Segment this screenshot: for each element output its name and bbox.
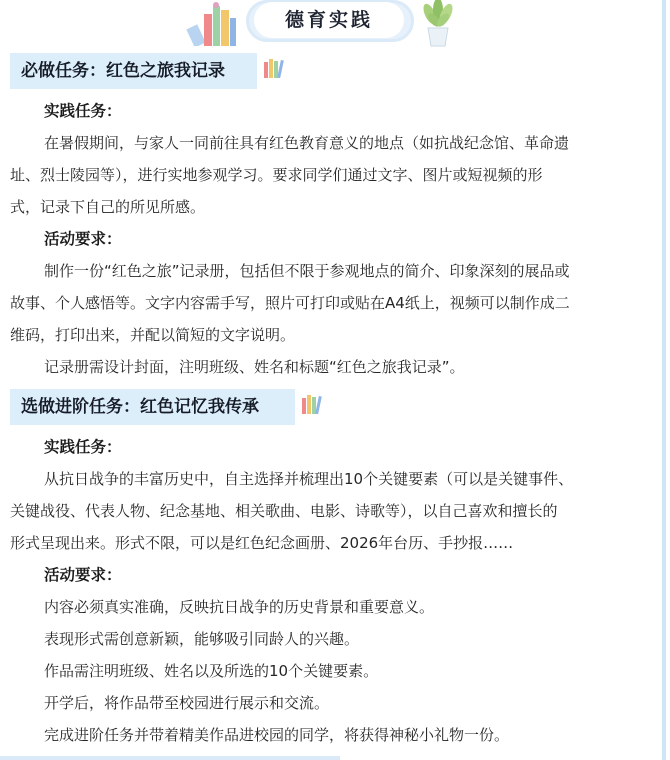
text-line: 从抗日战争的丰富历史中，自主选择并梳理出10个关键要素（可以是关键事件、 — [44, 470, 574, 488]
text-line: 在暑假期间，与家人一同前往具有红色教育意义的地点（如抗战纪念馆、革命遗 — [44, 134, 570, 152]
text-line: 址、烈士陵园等），进行实地参观学习。要求同学们通过文字、图片或短视频的形 — [10, 166, 543, 184]
text-line: 完成进阶任务并带着精美作品进校园的同学，将获得神秘小礼物一份。 — [44, 726, 510, 744]
text-line: 式，记录下自己的所见所感。 — [10, 198, 206, 216]
text-line: 制作一份“红色之旅”记录册，包括但不限于参观地点的简介、印象深刻的展品或 — [44, 262, 570, 280]
right-border — [662, 0, 666, 760]
text-line: 开学后，将作品带至校园进行展示和交流。 — [44, 694, 330, 712]
text-line: 关键战役、代表人物、纪念基地、相关歌曲、电影、诗歌等），以自己喜欢和擅长的 — [10, 502, 558, 520]
section-heading: 选做进阶任务：红色记忆我传承 — [10, 389, 295, 425]
text-line: 记录册需设计封面，注明班级、姓名和标题“红色之旅我记录”。 — [44, 358, 465, 376]
bottom-divider — [0, 756, 340, 760]
books-icon — [263, 58, 287, 78]
text-line: 内容必须真实准确，反映抗日战争的历史背景和重要意义。 — [44, 598, 435, 616]
books-icon — [301, 394, 325, 414]
subhead-practice: 实践任务： — [44, 102, 122, 120]
text-line: 表现形式需创意新颖，能够吸引同龄人的兴趣。 — [44, 630, 360, 648]
text-line: 形式呈现出来。形式不限，可以是红色纪念画册、2026年台历、手抄报…… — [10, 534, 514, 552]
pencil-cup-icon — [186, 0, 242, 46]
subhead-practice: 实践任务： — [44, 438, 122, 456]
potted-plant-icon — [414, 0, 462, 48]
subhead-requirements: 活动要求： — [44, 230, 122, 248]
subhead-requirements: 活动要求： — [44, 566, 122, 584]
text-line: 故事、个人感悟等。文字内容需手写，照片可打印或贴在A4纸上，视频可以制作成二 — [10, 294, 570, 312]
page-title: 德育实践 — [254, 2, 404, 38]
section-heading: 必做任务：红色之旅我记录 — [10, 53, 257, 89]
text-line: 维码，打印出来，并配以简短的文字说明。 — [10, 326, 296, 344]
text-line: 作品需注明班级、姓名以及所选的10个关键要素。 — [44, 662, 379, 680]
